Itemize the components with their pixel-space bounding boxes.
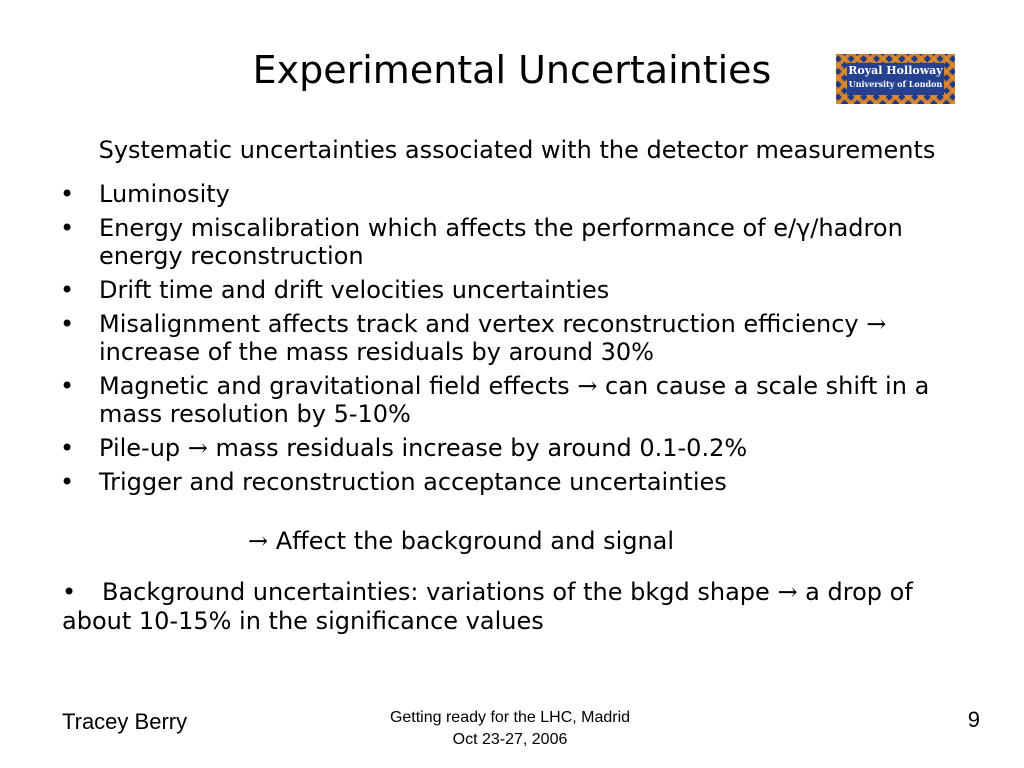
footer-author: Tracey Berry (62, 709, 188, 734)
footer-event (310, 707, 710, 751)
right-arrow-icon: → (577, 372, 598, 400)
list-item-luminosity (60, 180, 980, 208)
slide-subtitle: Systematic uncertainties associated with the detector measurements (98, 136, 936, 164)
background-uncertainties-paragraph (62, 578, 972, 636)
list-item-trigger-acceptance (60, 468, 980, 496)
list-item-energy-miscalibration (60, 214, 980, 270)
footer-event-line-2: Oct 23-27, 2006 (452, 731, 568, 748)
list-item-pile-up (60, 434, 980, 462)
footer-event-line-1: Getting ready for the LHC, Madrid (389, 709, 631, 726)
bullet-icon: • (62, 578, 77, 606)
list-item-text: Luminosity (99, 180, 230, 208)
list-item-text: increase of the mass residuals by around 30% (99, 338, 654, 366)
affect-statement (248, 525, 674, 557)
list-item-text: Trigger and reconstruction acceptance uncertainties (99, 468, 727, 496)
list-item-drift-time (60, 276, 980, 304)
right-arrow-icon: → (866, 310, 887, 338)
affect-text: Affect the background and signal (268, 527, 675, 555)
royal-holloway-logo (836, 54, 955, 104)
logo-line-1: Royal Holloway (848, 64, 943, 77)
right-arrow-icon: → (248, 527, 269, 555)
page-number: 9 (967, 707, 980, 732)
list-item-text: can cause a scale shift in a mass resolution by 5-10% (99, 372, 930, 428)
list-item-text: Misalignment affects track and vertex reconstruction efficiency (99, 310, 867, 338)
list-item-misalignment (60, 310, 980, 366)
right-arrow-icon: → (187, 434, 208, 462)
logo-plate (847, 63, 944, 95)
list-item-field-effects (60, 372, 980, 428)
uncertainty-list (60, 180, 980, 502)
slide-title: Experimental Uncertainties (252, 48, 772, 92)
list-item-text: Magnetic and gravitational field effects (99, 372, 578, 400)
paragraph-text: a drop of about 10-15% in the significance values (62, 578, 913, 635)
list-item-text: Pile-up (99, 434, 188, 462)
logo-line-2: University of London (848, 79, 943, 89)
paragraph-text: Background uncertainties: variations of the bkgd shape (102, 578, 778, 606)
list-item-text: Energy miscalibration which affects the performance of e/γ/hadron energy reconstruction (99, 214, 903, 270)
list-item-text: mass residuals increase by around 0.1-0.2% (207, 434, 748, 462)
right-arrow-icon: → (777, 578, 798, 606)
list-item-text: Drift time and drift velocities uncertainties (99, 276, 610, 304)
